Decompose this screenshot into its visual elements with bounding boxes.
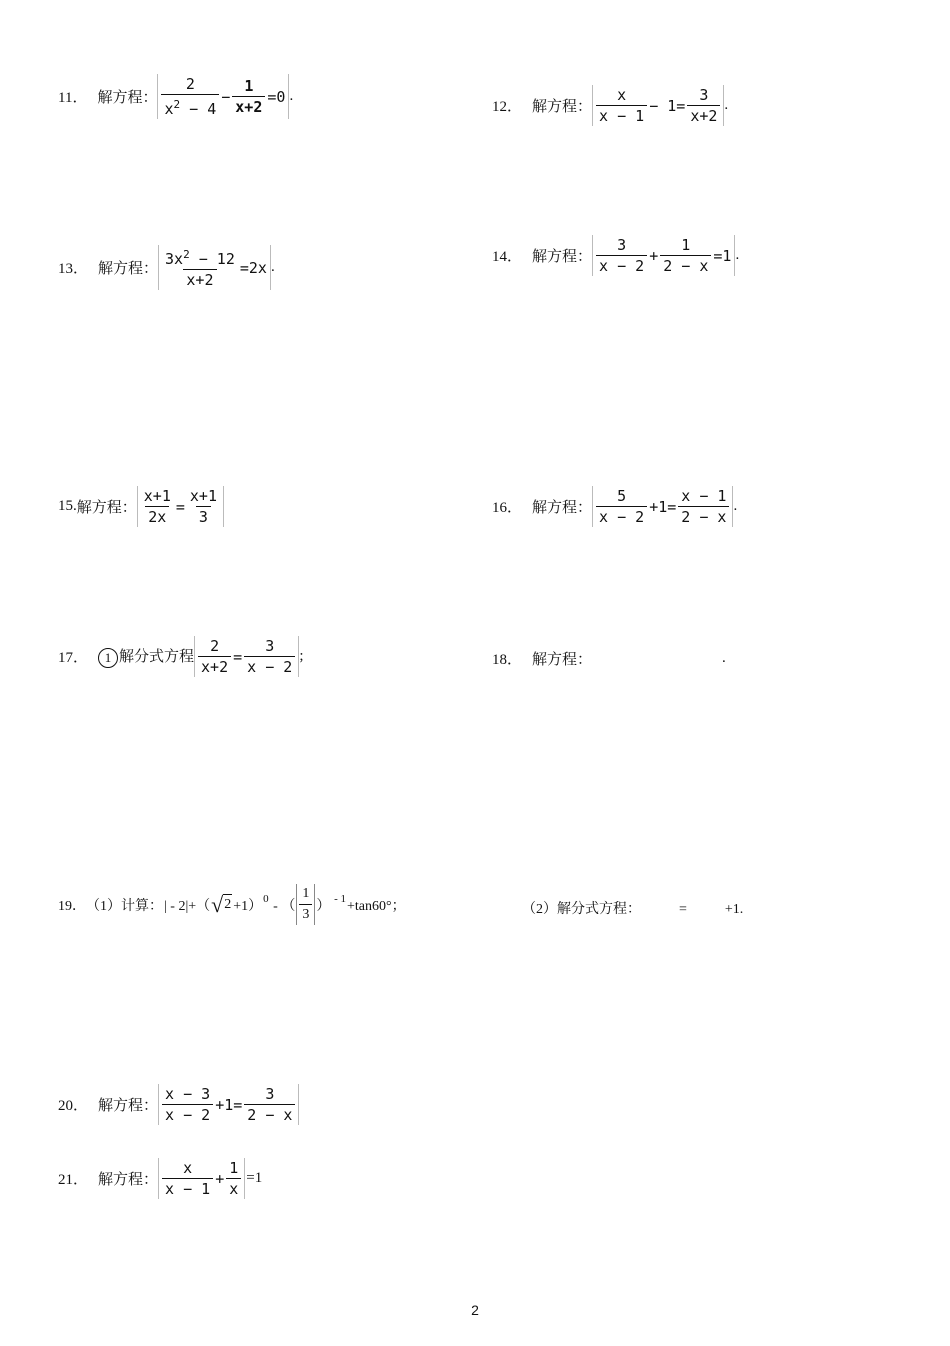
numerator: x+1: [189, 487, 217, 505]
denominator: x − 2: [244, 656, 295, 677]
exponent: - 1: [331, 893, 346, 906]
fraction: [161, 74, 219, 119]
equation-tail: =2x: [239, 258, 267, 277]
semicolon: ;: [299, 648, 304, 664]
denominator: x+2: [687, 105, 720, 126]
denominator: x: [226, 1178, 241, 1199]
problem-number: 19．: [58, 898, 86, 914]
denominator-base: x: [164, 100, 174, 118]
fraction: [162, 1158, 213, 1199]
problem-number: 17．: [58, 650, 89, 666]
denominator: 2 − x: [660, 255, 711, 276]
equation-image: [592, 235, 735, 276]
numerator: x: [617, 86, 627, 104]
denominator: x − 2: [596, 506, 647, 527]
numerator: 1: [244, 77, 254, 95]
problem-16: [492, 486, 737, 527]
fraction-image: [296, 884, 315, 925]
numerator-base: 3x: [165, 250, 184, 268]
fraction: [141, 486, 174, 527]
expression-tail: +tan60°；: [347, 898, 406, 914]
numerator: 1: [302, 886, 310, 901]
problem-20: [58, 1084, 299, 1125]
numerator: 5: [617, 487, 627, 505]
fraction: [187, 486, 220, 527]
numerator: 3: [617, 236, 627, 254]
fraction: [162, 1084, 213, 1125]
problem-21: [58, 1158, 263, 1199]
numerator: 2: [185, 75, 195, 93]
numerator: x − 3: [165, 1085, 211, 1103]
problem-label: [98, 645, 194, 668]
problem-label: 解方程：: [98, 1172, 159, 1188]
period: .: [270, 259, 275, 275]
label-text: 解分式方程: [119, 649, 195, 666]
equation-image: [194, 636, 299, 677]
sqrt-argument: 2: [223, 894, 232, 915]
problem-label: 解方程：: [97, 90, 158, 106]
denominator: x+2: [198, 656, 231, 677]
numerator: [162, 245, 238, 269]
problem-number: 16．: [492, 500, 523, 516]
problem-number: 14．: [492, 249, 523, 265]
equals-sign: =: [679, 902, 687, 917]
equation-image: [158, 1158, 245, 1199]
numerator: 1: [229, 1159, 239, 1177]
problem-14: [492, 235, 739, 276]
problem-label: 解方程：: [98, 261, 159, 277]
problem-12: [492, 85, 728, 126]
operator: −: [221, 87, 231, 106]
problem-number: 15.: [58, 498, 77, 514]
period: .: [289, 88, 294, 104]
equation-tail: =1: [246, 1170, 263, 1186]
problem-number: 12．: [492, 99, 523, 115]
equation-image: [592, 486, 733, 527]
denominator: x+2: [232, 96, 265, 117]
part1-label: （1）计算：: [86, 898, 163, 914]
problem-15: [58, 486, 224, 527]
numerator: 2: [210, 637, 220, 655]
denominator: x − 2: [162, 1104, 213, 1125]
problem-19: [58, 884, 407, 925]
denominator: [161, 94, 219, 119]
denominator: x − 1: [162, 1178, 213, 1199]
numerator: x+1: [143, 487, 171, 505]
numerator-rest: − 12: [189, 250, 235, 268]
fraction: [596, 85, 647, 126]
problem-label: 解方程：: [532, 99, 593, 115]
equation-tail: =0: [267, 87, 286, 106]
fraction: [232, 76, 265, 117]
expression-text: ）: [316, 898, 331, 914]
exponent: 2: [173, 98, 181, 111]
operator: +1=: [649, 497, 677, 516]
numerator: x − 1: [681, 487, 727, 505]
equation-image: [157, 74, 289, 119]
denominator: 3: [299, 904, 312, 925]
denominator: x − 2: [596, 255, 647, 276]
numerator: x: [183, 1159, 193, 1177]
problem-number: 11．: [58, 90, 88, 106]
fraction: [660, 235, 711, 276]
fraction: [226, 1158, 241, 1199]
denominator-rest: − 4: [180, 100, 217, 118]
sqrt-expression: [211, 892, 232, 918]
problem-11: [58, 74, 293, 119]
problem-number: 13．: [58, 261, 89, 277]
fraction: [198, 636, 231, 677]
operator: − 1=: [649, 96, 686, 115]
numerator: 3: [265, 637, 275, 655]
period: .: [724, 97, 729, 113]
numerator: 3: [265, 1085, 275, 1103]
period: .: [722, 650, 726, 666]
problem-label: 解方程：: [532, 500, 593, 516]
problem-number: 21．: [58, 1172, 89, 1188]
problem-label: 解方程：: [532, 249, 593, 265]
exponent: 0: [263, 893, 269, 906]
fraction: [596, 486, 647, 527]
expression-tail: +1.: [724, 902, 744, 917]
operator: +: [649, 246, 659, 265]
fraction: [244, 636, 295, 677]
abs-expression: | - 2|+（: [164, 898, 211, 914]
problem-number: 20．: [58, 1098, 89, 1114]
problem-label: 解方程：: [98, 1098, 159, 1114]
denominator: 2 − x: [678, 506, 729, 527]
numerator: 3: [699, 86, 709, 104]
operator: +1=: [215, 1095, 243, 1114]
exponent: 2: [183, 248, 190, 261]
fraction: [244, 1084, 295, 1125]
denominator: 2x: [145, 506, 169, 527]
equation-image: [158, 1084, 299, 1125]
page-number: 2: [471, 1302, 479, 1318]
part2-label: （2）解分式方程：: [522, 902, 641, 917]
operator: =: [233, 647, 243, 666]
fraction: [162, 245, 238, 290]
fraction: [678, 486, 729, 527]
fraction: [299, 884, 312, 925]
operator: =: [175, 497, 185, 516]
problem-label: 解方程：: [76, 500, 137, 516]
denominator: 3: [196, 506, 211, 527]
problem-label: 解方程：: [532, 652, 593, 668]
fraction: [596, 235, 647, 276]
denominator: x − 1: [596, 105, 647, 126]
period: .: [733, 498, 738, 514]
equation-image: [158, 245, 271, 290]
sqrt-icon: √: [211, 891, 224, 917]
problem-number: 18．: [492, 652, 523, 668]
equation-tail: =1: [713, 246, 732, 265]
equation-image: [137, 486, 224, 527]
problem-17: [58, 636, 303, 677]
denominator: 2 − x: [244, 1104, 295, 1125]
problem-19-part2: [522, 898, 743, 918]
circled-number: 1: [98, 648, 118, 668]
fraction: [687, 85, 720, 126]
expression-text: +1）: [233, 898, 263, 914]
problem-13: [58, 245, 275, 290]
equation-image: [592, 85, 724, 126]
denominator: x+2: [183, 269, 216, 290]
expression-text: - （: [269, 898, 296, 914]
problem-18: [492, 648, 726, 669]
numerator: 1: [681, 236, 691, 254]
period: .: [735, 247, 740, 263]
operator: +: [215, 1169, 225, 1188]
